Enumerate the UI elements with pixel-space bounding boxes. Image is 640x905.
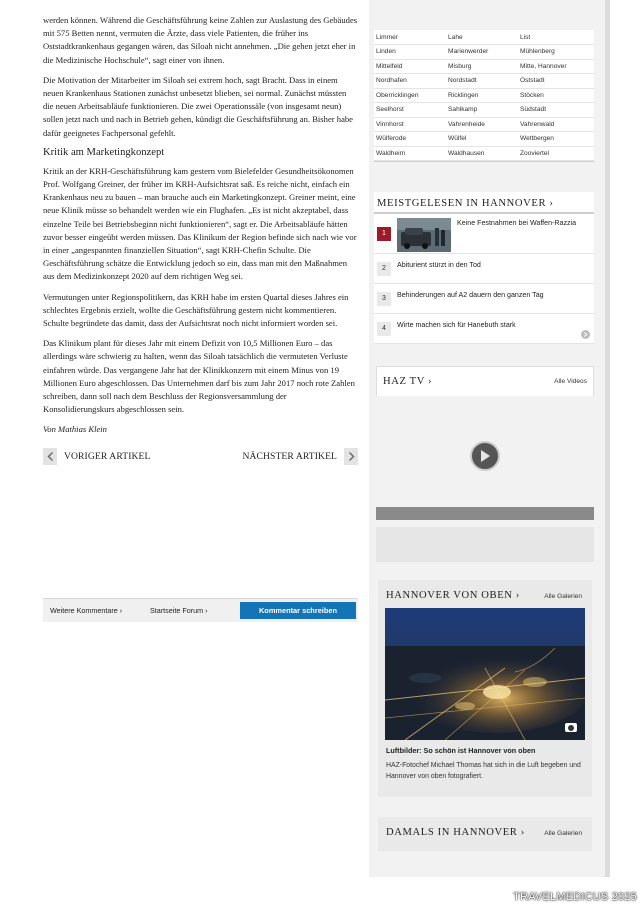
district-link[interactable]: Wülferode [374, 132, 446, 147]
scrollbar[interactable] [605, 0, 610, 877]
gallery-caption-text: HAZ-Fotochef Michael Thomas hat sich in die Luft begeben und Hannover von oben fotografiert. [386, 762, 581, 780]
district-link[interactable]: Mühlenberg [518, 45, 594, 60]
district-link[interactable]: Marienwerder [446, 45, 518, 60]
district-link[interactable]: Stöcken [518, 88, 594, 103]
district-link[interactable]: Misburg [446, 59, 518, 74]
district-link[interactable]: Waldheim [374, 146, 446, 161]
next-article-link[interactable] [242, 448, 358, 465]
chevron-right-icon [344, 448, 358, 465]
rank-badge: 1 [377, 227, 391, 241]
district-link[interactable]: Nordhafen [374, 74, 446, 89]
article-paragraph: Vermutungen unter Regionspolitikern, das KRH habe im ersten Quartal dieses Jahres ein schlechtes Ergebnis erzielt, wollte die Geschäftsführung gestern nicht kommentieren. Schulte begründete das damit, dass der Aufsichtsrat noch nicht informiert worden sei. [43, 291, 349, 329]
district-link[interactable]: Sahlkamp [446, 103, 518, 118]
most-read-headline: Keine Festnahmen bei Waffen-Razzia [457, 219, 577, 227]
previous-article-link[interactable] [43, 448, 150, 465]
article-paragraph: Das Klinikum plant für dieses Jahr mit einem Defizit von 10,5 Millionen Euro – das allerdings wäre schwierig zu halten, wenn das Siloah tatsächlich die vermuteten Verluste einfahren würde. Das vergangene Jahr hat der Klinikkonzern mit einem Minus von 19 Millionen Euro abgeschlossen. Das Unternehmen darf bis zum Jahr 2017 noch rote Zahlen schreiben, dann soll nach dem Beschluss der Regionsversammlung der Konsolidierungskurs abgeschlossen sein. [43, 338, 355, 415]
comment-bar [43, 598, 358, 622]
district-link[interactable]: Linden [374, 45, 446, 60]
district-link[interactable]: Ricklingen [446, 88, 518, 103]
haz-tv-title[interactable]: HAZ TV › [383, 376, 433, 387]
gallery-caption-title[interactable]: Luftbilder: So schön ist Hannover von oben [386, 746, 536, 755]
most-read-item[interactable] [374, 284, 594, 314]
district-link[interactable]: Wettbergen [518, 132, 594, 147]
article-paragraph: werden können. Während die Geschäftsführung keine Zahlen zur Auslastung des Gebäudes mit 575 Betten nennt, vermuten die Ärzte, dass viele Patienten, die früher ins Oststadtkrankenhaus gegangen wären, das Siloah nicht annehmen. „Die gehen jetzt eher in die Medizinische Hochschule“, sagt einer von ihnen. [43, 15, 358, 65]
damals-title[interactable]: DAMALS IN HANNOVER › [386, 827, 525, 838]
district-link[interactable]: Nordstadt [446, 74, 518, 89]
district-link[interactable]: Waldhausen [446, 146, 518, 161]
district-row [374, 45, 594, 60]
most-read-headline: Wirte machen sich für Hanebuth stark [397, 321, 516, 329]
forum-home-link[interactable]: Startseite Forum › [150, 606, 208, 615]
video-bar [376, 507, 594, 520]
most-read-box [374, 192, 594, 344]
district-link[interactable]: Vahrenwald [518, 117, 594, 132]
news-thumbnail[interactable] [397, 218, 451, 252]
damals-all-galleries-link[interactable]: Alle Galerien [544, 830, 582, 837]
all-galleries-link[interactable]: Alle Galerien [544, 593, 582, 600]
rank-badge: 2 [377, 262, 391, 276]
haz-tv-header [376, 366, 594, 396]
district-link[interactable]: Vinnhorst [374, 117, 446, 132]
most-read-item[interactable] [374, 254, 594, 284]
district-link[interactable]: Südstadt [518, 103, 594, 118]
rank-badge: 4 [377, 322, 391, 336]
next-article-label: NÄCHSTER ARTIKEL [242, 450, 337, 462]
district-link[interactable]: Vahrenheide [446, 117, 518, 132]
haz-tv-box [376, 366, 594, 520]
ad-placeholder [376, 527, 594, 562]
most-read-item[interactable] [374, 314, 594, 344]
district-row [374, 103, 594, 118]
article-paragraph: Die Motivation der Mitarbeiter im Siloah sei extrem hoch, sagt Bracht. Dass in einem neuen Krankenhaus Stationen zunächst unbesetzt blieben, sei normal. Zunächst müssten die neuen Arbeitsabläufe funktionieren. Die zwei Operationssäle (von insgesamt neun) sollen jetzt nach und nach in Betrieb gehen, kündigt die Geschäftsführung an. Bisher habe dafür geeignetes Fachpersonal gefehlt. [43, 74, 354, 138]
district-row [374, 59, 594, 74]
district-row [374, 74, 594, 89]
district-row [374, 88, 594, 103]
district-link[interactable]: Lahe [446, 30, 518, 45]
district-link[interactable]: Mitte, Hannover [518, 59, 594, 74]
district-row [374, 132, 594, 147]
district-link[interactable]: Limmer [374, 30, 446, 45]
most-read-headline: Behinderungen auf A2 dauern den ganzen Tag [397, 291, 544, 299]
district-row [374, 146, 594, 161]
most-read-item[interactable] [374, 214, 594, 254]
district-link[interactable]: Wülfel [446, 132, 518, 147]
hannover-von-oben-box [378, 580, 592, 797]
von-oben-title[interactable]: HANNOVER VON OBEN › [386, 590, 520, 601]
district-row [374, 117, 594, 132]
district-link[interactable]: Zooviertel [518, 146, 594, 161]
district-link[interactable]: Mittelfeld [374, 59, 446, 74]
play-icon[interactable] [470, 441, 500, 471]
district-list [374, 30, 594, 162]
article-body [43, 14, 358, 466]
chevron-left-icon [43, 448, 57, 465]
all-videos-link[interactable]: Alle Videos [554, 378, 587, 385]
camera-icon [565, 723, 577, 732]
aerial-photo[interactable] [385, 608, 585, 740]
rank-badge: 3 [377, 292, 391, 306]
write-comment-button[interactable]: Kommentar schreiben [240, 602, 356, 619]
district-link[interactable]: List [518, 30, 594, 45]
most-read-title[interactable]: MEISTGELESEN IN HANNOVER › [374, 192, 594, 214]
district-link[interactable]: Seelhorst [374, 103, 446, 118]
article-navigation [43, 448, 358, 466]
more-arrow-icon[interactable] [581, 330, 590, 339]
more-comments-link[interactable]: Weitere Kommentare › [50, 606, 123, 615]
article-paragraph: Kritik an der KRH-Geschäftsführung kam gestern vom Bielefelder Gesundheitsökonomen Prof. Wolfgang Greiner, der früher im KRH-Aufsichtsrat saß. Es reiche nicht, einfach ein Krankenhaus neu zu bauen – man brauche auch ein Marketingkonzept. Greiner meint, eine neue Klinik müsse so behandelt werden wie ein Flughafen. „Es ist nicht akzeptabel, dass einzelne Teile bei Betriebsbeginn nicht funktionieren“, sagt er. Die Arbeitsabläufe hätten zuvor besser eingeübt werden müssen. Das Klinikum der Region befinde sich nach wie vor in einer „angespannten finanziellen Situation“, sagt KRH-Chefin Schulte. Die Geschäftsführung schätze die Entwicklung jedoch so ein, dass man mit den Maßnahmen aus dem Medizinkonzept 2020 auf dem richtigen Weg sei. [43, 165, 357, 282]
district-row [374, 30, 594, 45]
most-read-headline: Abiturient stürzt in den Tod [397, 261, 481, 269]
previous-article-label: VORIGER ARTIKEL [64, 450, 151, 462]
article-author: Von Mathias Klein [43, 424, 107, 435]
district-link[interactable]: Oststadt [518, 74, 594, 89]
district-link[interactable]: Oberricklingen [374, 88, 446, 103]
watermark: TRAVELMEDICUS 2025 [513, 891, 637, 903]
article-subheading: Kritik am Marketingkonzept [43, 146, 165, 158]
damals-in-hannover-box [378, 817, 592, 851]
